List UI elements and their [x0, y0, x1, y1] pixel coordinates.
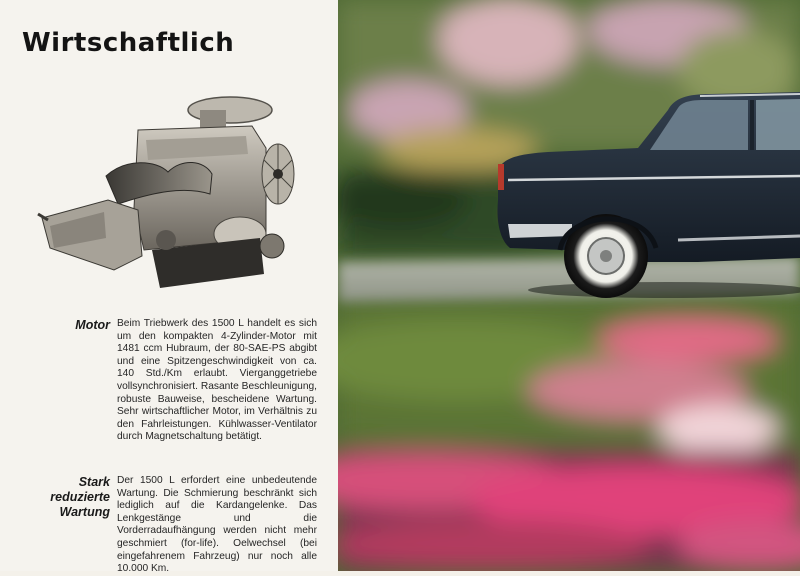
section-body-motor: Beim Triebwerk des 1500 L handelt es sich um den kompakten 4-Zylinder-Motor mit 1481 ccm Hubraum, der 80-SAE-PS abgibt und eine Spitzengeschwindigkeit von ca. 140 Std./Km erlaubt. Vierganggetriebe vollsynchronisiert. Rasante Beschleunigung, robuste Bauweise, bescheidene Wartung. Sehr wirtschaftlicher Motor, im Verhältnis zu den Fahrleistungen. Kühlwasser-Ventilator durch Magnetschaltung betätigt. [117, 318, 317, 443]
car-photo [338, 0, 800, 571]
section-body-wartung: Der 1500 L erfordert eine unbedeutende Wartung. Die Schmierung beschränkt sich lediglich auf die Kardangelenke. Das Lenkgestänge und die Vorderradaufhängung werden nicht mehr geschmiert (for-life). Oelwechsel (bei eingefahrenem Fahrzeug) nur noch alle 10.000 Km. [117, 475, 317, 575]
left-page [0, 0, 338, 575]
section-title-wartung: Stark reduzierte Wartung [50, 475, 110, 519]
page-heading: Wirtschaftlich [22, 28, 235, 58]
section-title-motor: Motor [75, 318, 110, 332]
engine-photo [34, 88, 306, 300]
